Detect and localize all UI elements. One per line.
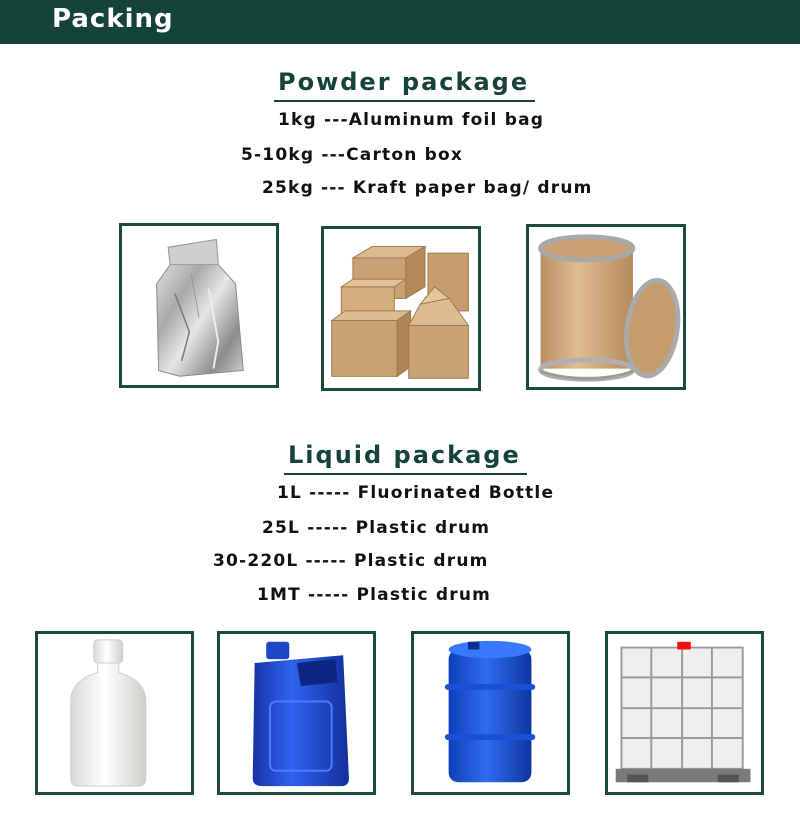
bottle-icon [38,634,191,792]
powder-title-text: Powder package [278,68,530,96]
ibc-tote-icon [608,634,761,792]
powder-line-5-10kg: 5-10kg ---Carton box [241,145,464,165]
aluminum-foil-bag-image [119,223,279,388]
plastic-drum-icon [414,634,567,792]
fluorinated-bottle-image [35,631,194,795]
blue-plastic-drum-image [411,631,570,795]
powder-section-title [278,68,529,96]
powder-title-underline [274,100,535,102]
fiber-drum-image [526,224,686,390]
liquid-line-1mt: 1MT ----- Plastic drum [257,585,492,605]
liquid-title-text: Liquid package [288,441,521,469]
liquid-line-25l: 25L ----- Plastic drum [262,518,491,538]
liquid-section-title [288,441,521,469]
powder-line-25kg: 25kg --- Kraft paper bag/ drum [262,178,593,198]
foil-bag-icon [122,226,276,385]
jerrycan-icon [220,634,373,792]
ibc-tote-image [605,631,764,795]
liquid-title-underline [284,473,527,475]
fiber-drum-icon [529,227,683,387]
carton-boxes-image [321,226,481,391]
liquid-line-1l: 1L ----- Fluorinated Bottle [277,483,555,503]
page-title: Packing [52,4,174,34]
carton-box-icon [324,229,478,388]
header-bar [0,0,800,44]
powder-line-1kg: 1kg ---Aluminum foil bag [278,110,545,130]
liquid-line-30-220l: 30-220L ----- Plastic drum [213,551,489,571]
jerrycan-image [217,631,376,795]
